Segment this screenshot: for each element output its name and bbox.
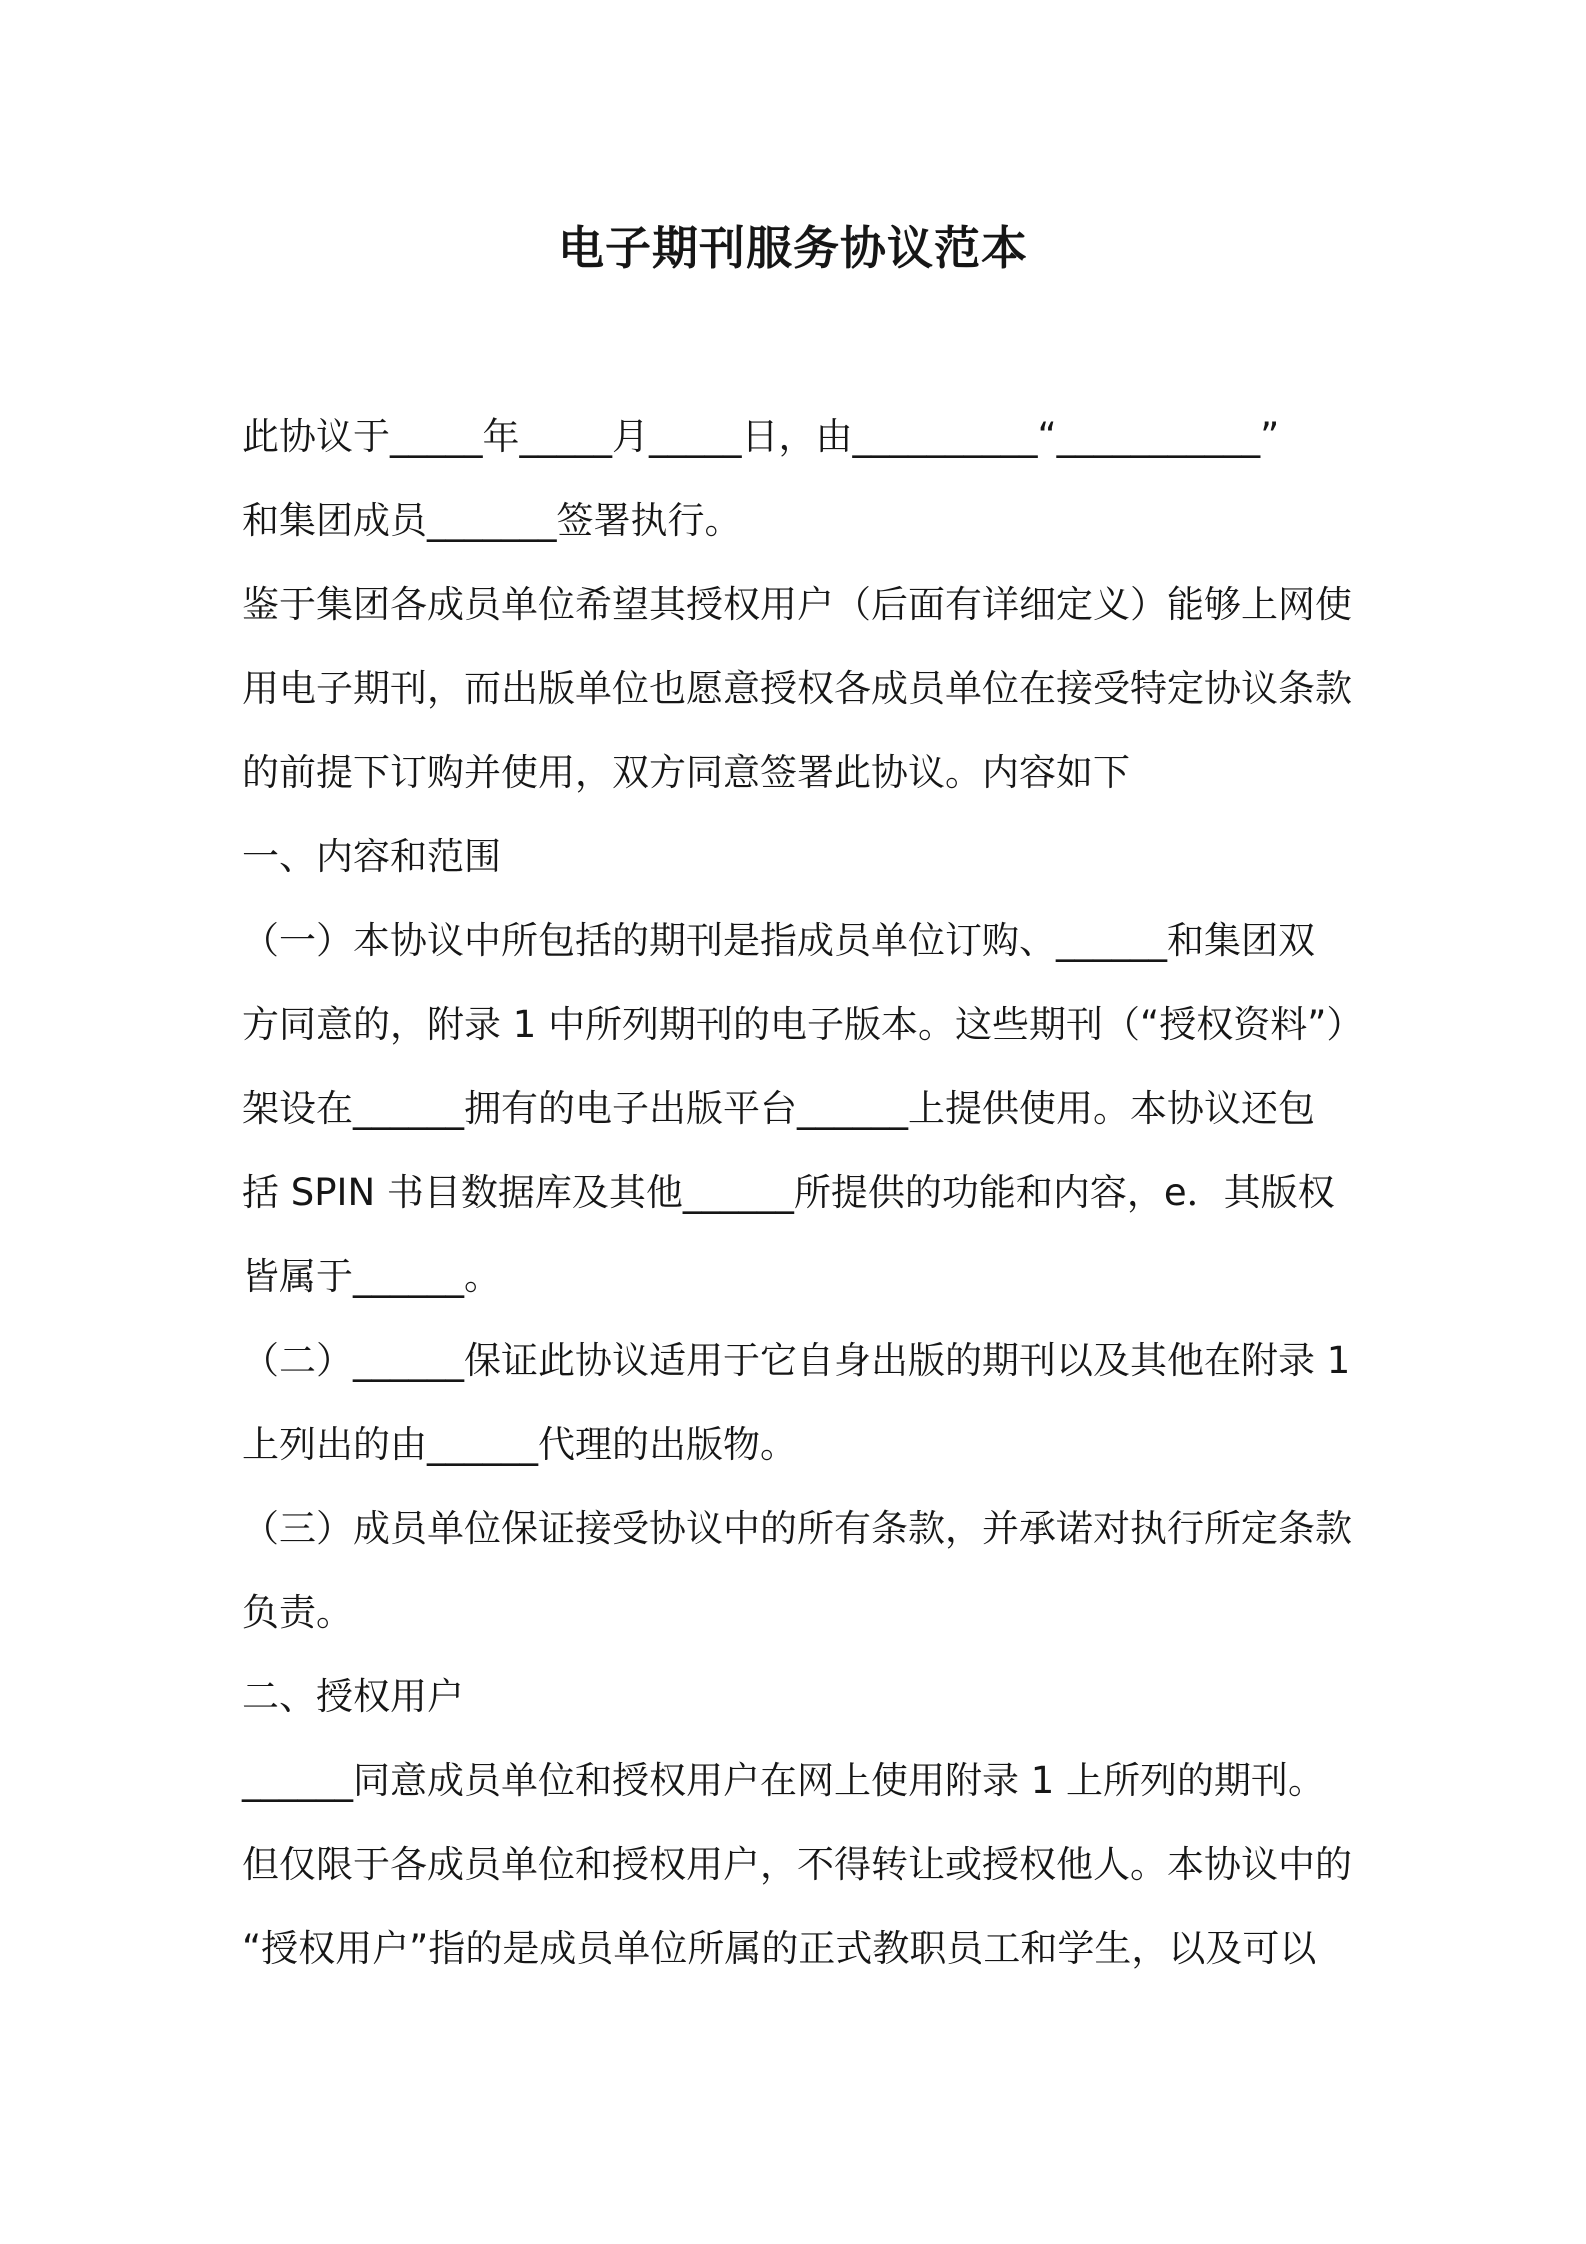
text-line: ______同意成员单位和授权用户在网上使用附录 1 上所列的期刊。	[242, 1759, 1326, 1802]
text-line: 和集团成员_______签署执行。	[242, 499, 742, 542]
section-heading: 二、授权用户	[242, 1675, 464, 1718]
text-line: “授权用户”指的是成员单位所属的正式教职员工和学生，以及可以	[242, 1927, 1317, 1970]
text-line: 上列出的由______代理的出版物。	[242, 1423, 797, 1466]
text-line: 此协议于_____年_____月_____日，由__________“___________”	[242, 415, 1280, 458]
text-line: （一）本协议中所包括的期刊是指成员单位订购、______和集团双	[242, 919, 1315, 962]
text-line: 的前提下订购并使用，双方同意签署此协议。内容如下	[242, 751, 1130, 794]
text-line: 皆属于______。	[242, 1255, 501, 1298]
text-line: （三）成员单位保证接受协议中的所有条款，并承诺对执行所定条款	[242, 1507, 1352, 1550]
document-title: 电子期刊服务协议范本	[558, 221, 1028, 275]
text-line: 架设在______拥有的电子出版平台______上提供使用。本协议还包	[242, 1087, 1315, 1130]
text-line: 但仅限于各成员单位和授权用户，不得转让或授权他人。本协议中的	[242, 1843, 1352, 1886]
document-body	[242, 395, 1372, 1991]
text-line: 方同意的，附录 1 中所列期刊的电子版本。这些期刊（“授权资料”）	[242, 1003, 1364, 1046]
text-line: 负责。	[242, 1591, 353, 1634]
text-line: 用电子期刊，而出版单位也愿意授权各成员单位在接受特定协议条款	[242, 667, 1352, 710]
section-heading: 一、内容和范围	[242, 835, 501, 878]
text-line: 鉴于集团各成员单位希望其授权用户（后面有详细定义）能够上网使	[242, 583, 1352, 626]
text-line: （二）______保证此协议适用于它自身出版的期刊以及其他在附录 1	[242, 1339, 1351, 1382]
text-line: 括 SPIN 书目数据库及其他______所提供的功能和内容，e．其版权	[242, 1171, 1335, 1214]
